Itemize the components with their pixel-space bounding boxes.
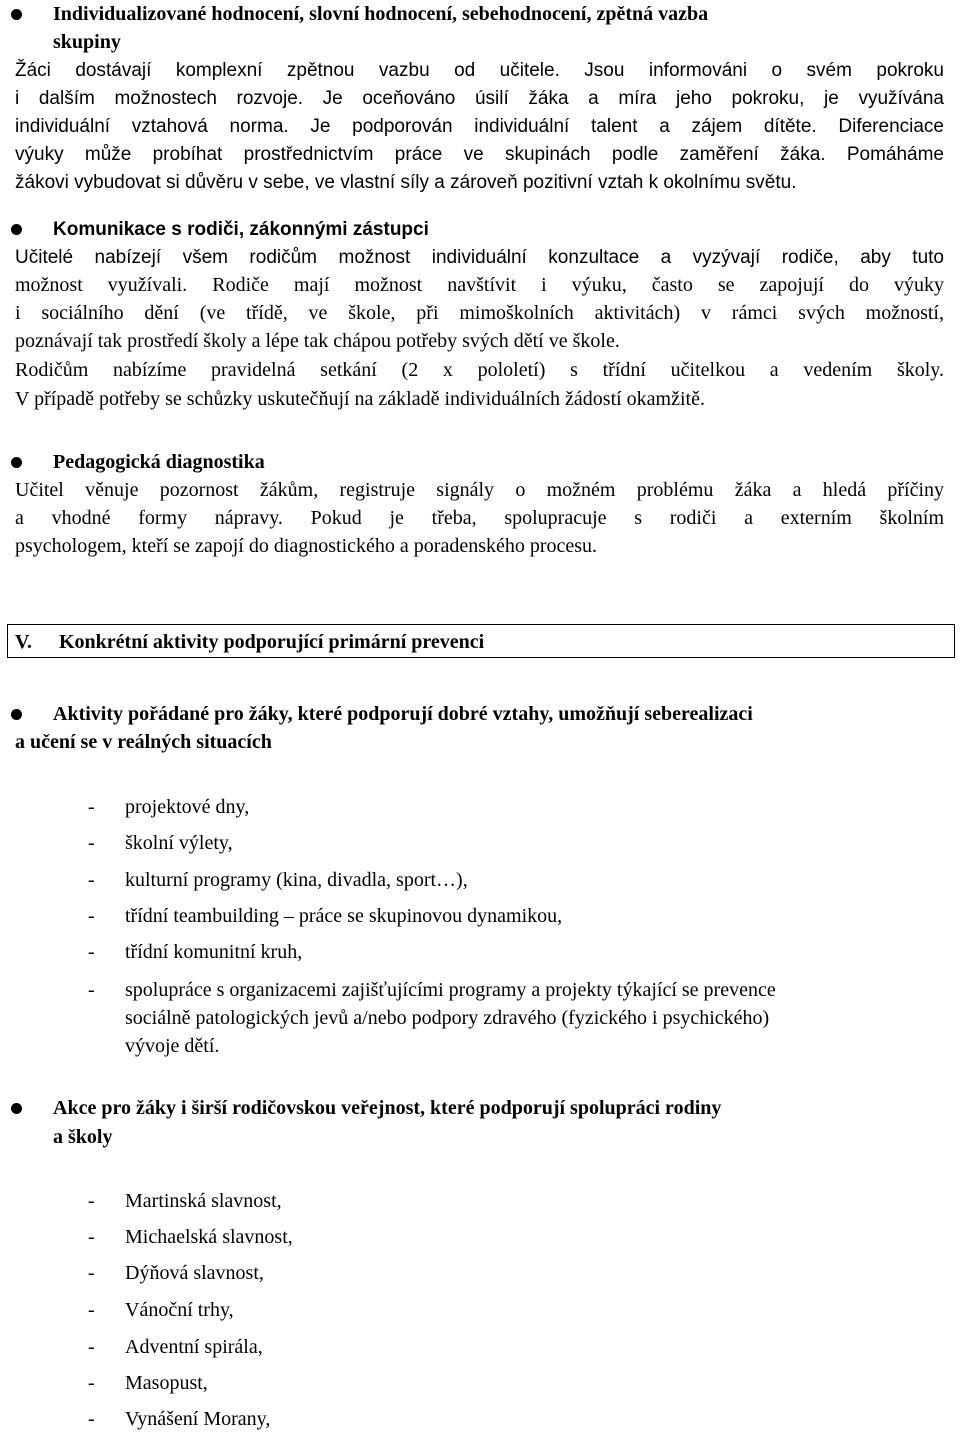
paragraph-line: Učitelé nabízejí všem rodičům možnost individuální konzultace a vyzývají rodiče, aby tuto: [15, 247, 944, 268]
paragraph-line: Rodičům nabízíme pravidelná setkání (2 x pololetí) s třídní učitelkou a vedením školy.: [15, 359, 944, 381]
heading-parent-communication: Komunikace s rodiči, zákonnými zástupci: [53, 219, 429, 240]
list-dash: -: [88, 1336, 95, 1358]
heading-student-activities: Aktivity pořádané pro žáky, které podporují dobré vztahy, umožňují seberealizaci: [53, 703, 753, 725]
bullet-icon: [11, 1103, 22, 1114]
list-dash: -: [88, 869, 95, 891]
paragraph-line: a vhodné formy nápravy. Pokud je třeba, spolupracuje s rodiči a externím školním: [15, 507, 944, 529]
list-item: spolupráce s organizacemi zajišťujícími programy a projekty týkající se prevence: [125, 979, 776, 1001]
list-item: třídní teambuilding – práce se skupinovou dynamikou,: [125, 905, 563, 927]
list-item: Vánoční trhy,: [125, 1299, 234, 1321]
list-item: projektové dny,: [125, 796, 250, 818]
list-dash: -: [88, 1262, 95, 1284]
list-item: školní výlety,: [125, 832, 233, 854]
list-dash: -: [88, 1408, 95, 1430]
heading-family-events-cont: a školy: [53, 1126, 113, 1148]
paragraph-line: i dalším možnostech rozvoje. Je oceňováno úsilí žáka a míra jeho pokroku, je využívána: [15, 88, 944, 109]
section-title: Konkrétní aktivity podporující primární prevenci: [59, 631, 485, 653]
list-dash: -: [88, 1299, 95, 1321]
paragraph-line: V případě potřeby se schůzky uskutečňují na základě individuálních žádostí okamžitě.: [15, 388, 705, 410]
paragraph-line: i sociálního dění (ve třídě, ve škole, při mimoškolních aktivitách) v rámci svých možností,: [15, 302, 944, 324]
list-item: kulturní programy (kina, divadla, sport…),: [125, 869, 468, 891]
list-dash: -: [88, 905, 95, 927]
paragraph-line: výuky může probíhat prostřednictvím práce ve skupinách podle zaměření žáka. Pomáháme: [15, 144, 944, 165]
heading-family-events: Akce pro žáky i širší rodičovskou veřejnost, které podporují spolupráci rodiny: [53, 1097, 722, 1119]
heading-individual-assessment-cont: skupiny: [53, 31, 121, 53]
list-dash: -: [88, 1226, 95, 1248]
heading-student-activities-cont: a učení se v reálných situacích: [15, 731, 272, 753]
heading-pedagogical-diagnostics: Pedagogická diagnostika: [53, 451, 265, 473]
heading-individual-assessment: Individualizované hodnocení, slovní hodnocení, sebehodnocení, zpětná vazba: [53, 3, 709, 25]
paragraph-line: individuální vztahová norma. Je podporován individuální talent a zájem dítěte. Diferenciace: [15, 116, 944, 137]
list-item: Vynášení Morany,: [125, 1408, 271, 1430]
paragraph-line: Učitel věnuje pozornost žákům, registruje signály o možném problému žáka a hledá příčiny: [15, 479, 944, 501]
paragraph-line: Žáci dostávají komplexní zpětnou vazbu od učitele. Jsou informováni o svém pokroku: [15, 60, 944, 81]
paragraph-line: žákovi vybudovat si důvěru v sebe, ve vlastní síly a zároveň pozitivní vztah k okolnímu světu.: [15, 172, 797, 193]
paragraph-line: psychologem, kteří se zapojí do diagnostického a poradenského procesu.: [15, 535, 598, 557]
bullet-icon: [11, 457, 22, 468]
section-number: V.: [15, 631, 32, 653]
list-dash: -: [88, 1372, 95, 1394]
bullet-icon: [11, 224, 22, 235]
list-dash: -: [88, 941, 95, 963]
list-item: třídní komunitní kruh,: [125, 941, 303, 963]
list-dash: -: [88, 979, 95, 1001]
list-dash: -: [88, 1190, 95, 1212]
list-item: Dýňová slavnost,: [125, 1262, 264, 1284]
list-item-cont: sociálně patologických jevů a/nebo podpory zdravého (fyzického i psychického): [125, 1007, 770, 1029]
list-item: Masopust,: [125, 1372, 208, 1394]
list-item-cont: vývoje dětí.: [125, 1035, 220, 1057]
list-dash: -: [88, 796, 95, 818]
paragraph-line: poznávají tak prostředí školy a lépe tak chápou potřeby svých dětí ve škole.: [15, 330, 620, 352]
paragraph-line: možnost využívali. Rodiče mají možnost navštívit i výuku, často se zapojují do výuky: [15, 274, 944, 296]
bullet-icon: [11, 9, 22, 20]
list-item: Michaelská slavnost,: [125, 1226, 293, 1248]
bullet-icon: [11, 709, 22, 720]
list-item: Martinská slavnost,: [125, 1190, 282, 1212]
list-item: Adventní spirála,: [125, 1336, 263, 1358]
list-dash: -: [88, 832, 95, 854]
